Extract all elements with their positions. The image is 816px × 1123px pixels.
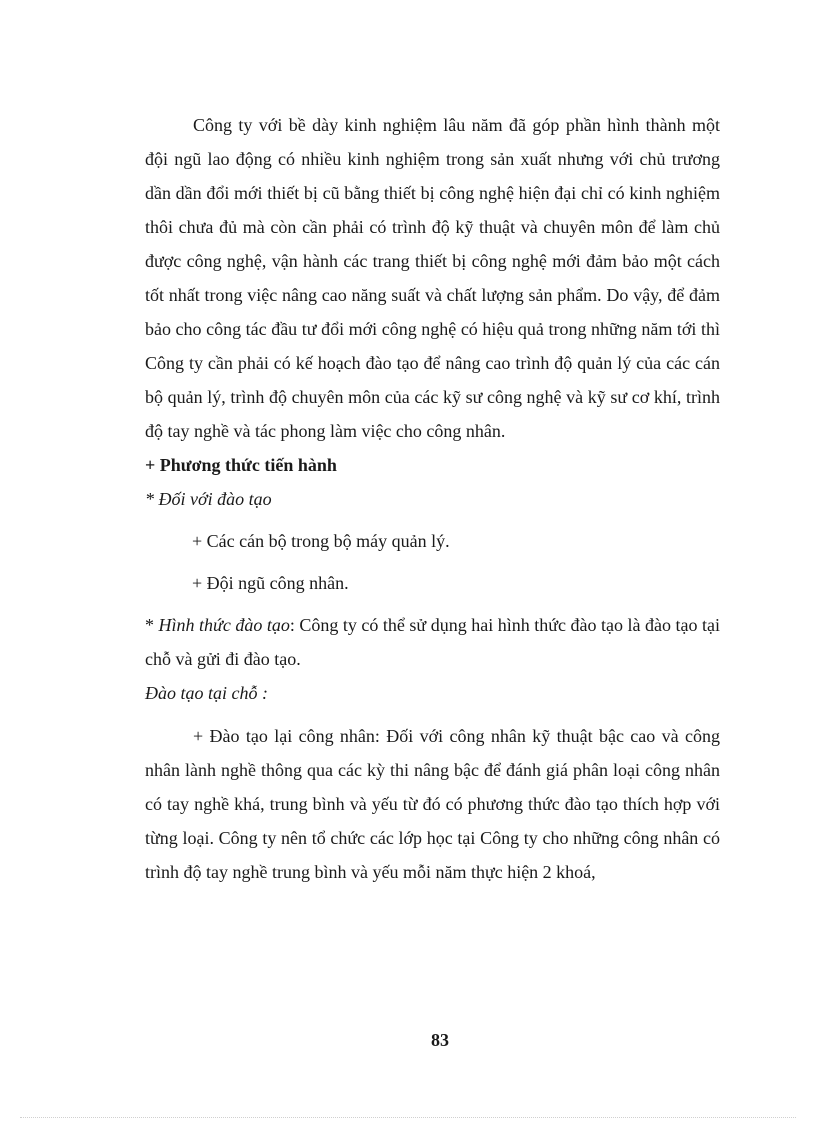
training-target-heading: * Đối với đào tạo <box>145 489 272 509</box>
target-item-managers: + Các cán bộ trong bộ máy quản lý. <box>192 531 450 551</box>
training-form-paragraph <box>145 608 720 676</box>
intro-paragraph: Công ty với bề dày kinh nghiệm lâu năm đã góp phần hình thành một đội ngũ lao động có nhiều kinh nghiệm trong sản xuất nhưng với chủ trương dần dần đổi mới thiết bị cũ bằng thiết bị công nghệ hiện đại chỉ có kinh nghiệm thôi chưa đủ mà còn cần phải có trình độ kỹ thuật và chuyên môn để làm chủ được công nghệ, vận hành các trang thiết bị công nghệ mới đảm bảo một cách tốt nhất trong việc nâng cao năng suất và chất lượng sản phẩm. Do vậy, để đảm bảo cho công tác đầu tư đổi mới công nghệ có hiệu quả trong những năm tới thì Công ty cần phải có kế hoạch đào tạo để nâng cao trình độ quản lý của các cán bộ quản lý, trình độ chuyên môn của các kỹ sư công nghệ và kỹ sư cơ khí, trình độ tay nghề và tác phong làm việc cho công nhân. <box>145 115 720 441</box>
page-number: 83 <box>431 1030 449 1050</box>
training-form-prefix: * <box>145 615 159 635</box>
onsite-training-heading: Đào tạo tại chỗ : <box>145 683 268 703</box>
method-heading: + Phương thức tiến hành <box>145 455 337 475</box>
retraining-paragraph: + Đào tạo lại công nhân: Đối với công nhân kỹ thuật bậc cao và công nhân lành nghề thông qua các kỳ thi nâng bậc để đánh giá phân loại công nhân có tay nghề khá, trung bình và yếu từ đó có phương thức đào tạo thích hợp với từng loại. Công ty nên tổ chức các lớp học tại Công ty cho những công nhân có trình độ tay nghề trung bình và yếu mỗi năm thực hiện 2 khoá, <box>145 726 720 882</box>
training-form-label: Hình thức đào tạo <box>158 615 290 635</box>
training-form-text: : Công ty có thể sử dụng hai hình thức đào tạo là đào tạo tại chỗ và gửi đi đào tạo. <box>145 615 720 669</box>
page-body <box>145 108 720 889</box>
target-item-workers: + Đội ngũ công nhân. <box>192 573 349 593</box>
page-bottom-divider <box>20 1117 796 1118</box>
